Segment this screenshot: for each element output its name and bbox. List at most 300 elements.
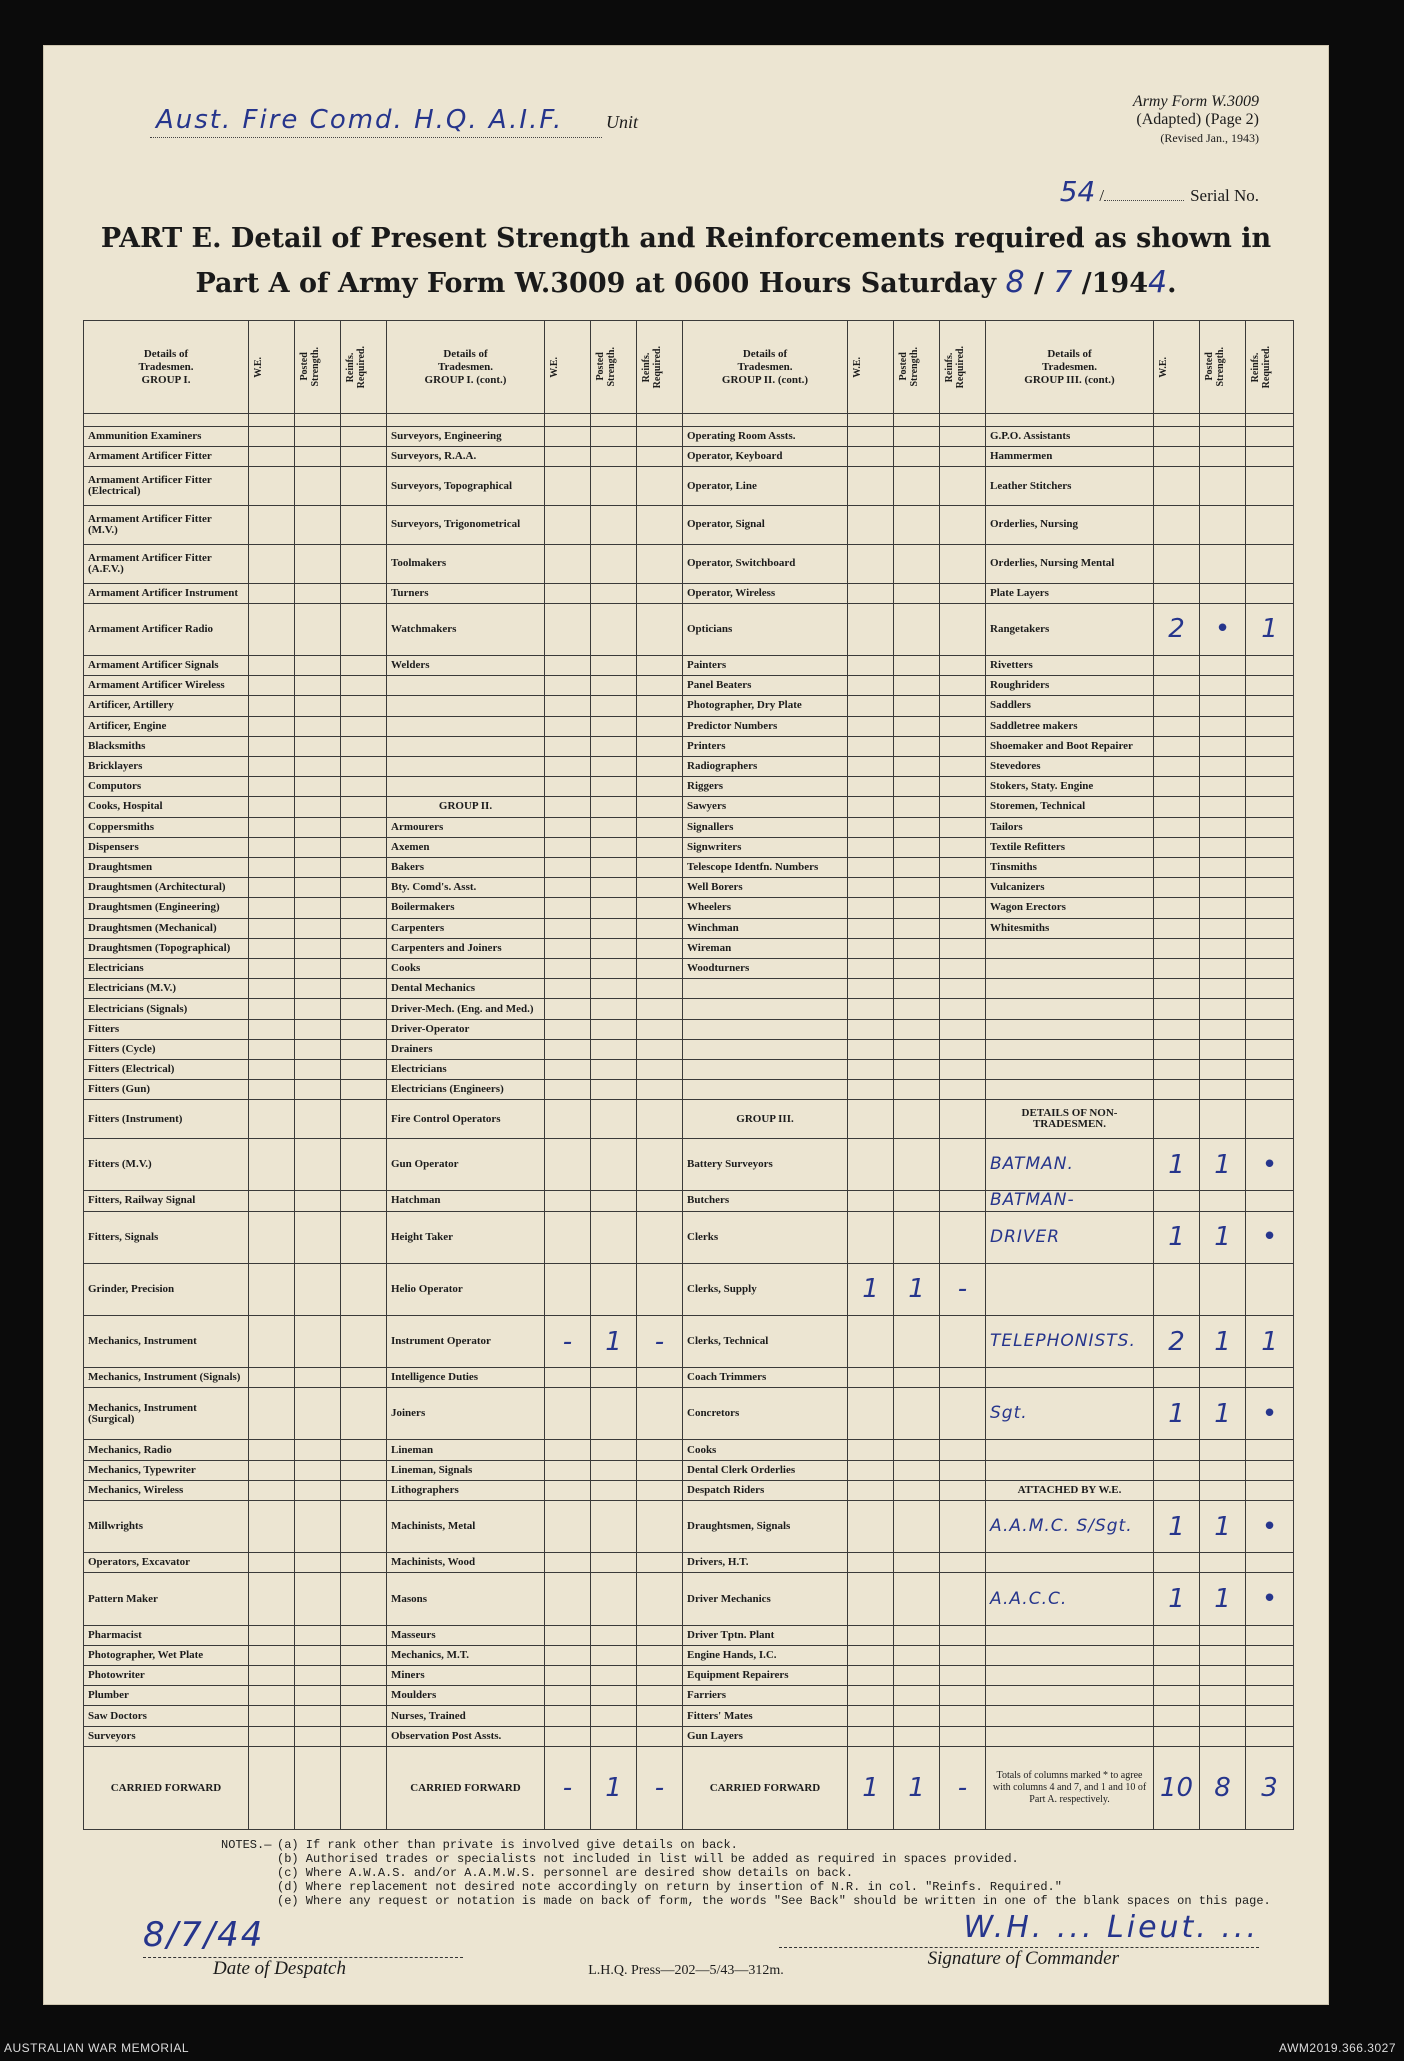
trade-label: Painters [683,655,848,675]
cell-we [545,676,591,696]
trade-label: Fitters, Signals [84,1211,249,1263]
cell-posted [295,1060,341,1080]
cell-reinfs [637,898,683,918]
cell-posted [894,544,940,583]
trade-label: Draughtsmen (Engineering) [84,898,249,918]
cell-we [545,583,591,603]
cell-we [249,676,295,696]
cell-posted [894,736,940,756]
trade-label: Leather Stitchers [986,467,1154,506]
cell-reinfs [341,1440,387,1460]
cell-posted [591,1060,637,1080]
cell-posted [295,1666,341,1686]
cell-posted [591,427,637,447]
cell-reinfs [940,655,986,675]
cell-posted [591,918,637,938]
cell-we [1154,544,1200,583]
cell-we [545,1263,591,1315]
cell-posted [894,1573,940,1625]
cell-reinfs [940,1706,986,1726]
cell-posted [1200,1019,1246,1039]
cell-reinfs [637,1080,683,1100]
table-row [84,1573,1294,1625]
cell-posted [894,1019,940,1039]
cell-reinfs [940,736,986,756]
note-e: (e) Where any request or notation is made on back of form, the words "See Back" should be written in one of the blank spaces on this page. [277,1894,1271,1908]
trade-label: Mechanics, Instrument [84,1315,249,1367]
trade-label: Opticians [683,603,848,655]
cell-posted [894,1645,940,1665]
cell-we [848,544,894,583]
cell-we [1154,878,1200,898]
cell-reinfs [1246,1726,1294,1746]
cell-reinfs [341,756,387,776]
col-head-reinfs: Reinfs. Required. [637,321,683,414]
cell-reinfs [637,1480,683,1500]
trade-label: Dental Mechanics [387,979,545,999]
cell-we [1154,1080,1200,1100]
cell-reinfs [1246,1060,1294,1080]
trade-label: Operating Room Assts. [683,427,848,447]
trade-label [986,1625,1154,1645]
trade-label: Masseurs [387,1625,545,1645]
cell-reinfs [1246,506,1294,545]
trade-label: Riggers [683,777,848,797]
cell-posted [894,777,940,797]
cell-we [1154,1666,1200,1686]
cell-posted [1200,544,1246,583]
trade-label: Armament Artificer Fitter (M.V.) [84,506,249,545]
trade-label: Cooks [387,959,545,979]
table-row [84,918,1294,938]
cell-posted [295,1100,341,1139]
col-head-group-1: Details of Tradesmen. GROUP I. [84,321,249,414]
table-row [84,506,1294,545]
cell-we [1154,918,1200,938]
form-number: Army Form W.3009 [1132,93,1259,110]
note-a: (a) If rank other than private is involved give details on back. [277,1838,738,1852]
cell-reinfs: - [940,1263,986,1315]
cell-posted [591,544,637,583]
cell-reinfs [341,1019,387,1039]
cell-reinfs [940,999,986,1019]
cell-posted [295,1706,341,1726]
cell-we [1154,817,1200,837]
trade-label: Nurses, Trained [387,1706,545,1726]
cell-reinfs [940,603,986,655]
trade-label [387,736,545,756]
cell-posted [295,736,341,756]
cell-reinfs [341,777,387,797]
table-row [84,756,1294,776]
cell-reinfs [1246,1440,1294,1460]
cell-reinfs [1246,1100,1294,1139]
trade-label: Armourers [387,817,545,837]
trade-label [986,1060,1154,1080]
cell-reinfs [341,544,387,583]
cell-posted [894,1666,940,1686]
cell-we [848,736,894,756]
trade-label: Fitters (Cycle) [84,1039,249,1059]
cell-posted [591,467,637,506]
cell-we [1154,1625,1200,1645]
cell-we: 1 [1154,1139,1200,1191]
cell-reinfs [637,1263,683,1315]
cell-we [249,999,295,1019]
cell-we [1154,655,1200,675]
cell-we [1154,1726,1200,1746]
cell-posted [1200,797,1246,817]
trade-label [986,999,1154,1019]
trade-label: Watchmakers [387,603,545,655]
cell-we [545,1019,591,1039]
col-head-group-3-cont: Details of Tradesmen. GROUP III. (cont.) [986,321,1154,414]
cell-we: 1 [848,1263,894,1315]
cell-we [545,1645,591,1665]
cell-posted [894,1686,940,1706]
cell-we [249,1645,295,1665]
trade-label: Armament Artificer Fitter (Electrical) [84,467,249,506]
trade-label: Millwrights [84,1501,249,1553]
cell-reinfs [341,999,387,1019]
trade-label: Clerks, Supply [683,1263,848,1315]
cell-we [545,1706,591,1726]
cell-posted [1200,918,1246,938]
cell-we [545,837,591,857]
col-head-posted: Posted Strength. [1200,321,1246,414]
cell-posted [1200,1726,1246,1746]
trade-label: Surveyors [84,1726,249,1746]
cell-we [848,1100,894,1139]
cell-we [545,1573,591,1625]
col-head-we: W.E. [848,321,894,414]
cell-reinfs [1246,544,1294,583]
cell-reinfs [637,1019,683,1039]
trade-label [387,756,545,776]
cell-posted [1200,1480,1246,1500]
cell-posted [591,1573,637,1625]
trade-label: Mechanics, Instrument (Signals) [84,1368,249,1388]
cell-we [1154,797,1200,817]
cell-posted [894,1191,940,1211]
trade-label: Machinists, Metal [387,1501,545,1553]
cell-reinfs [1246,959,1294,979]
cell-we [1154,1060,1200,1080]
trade-label: Well Borers [683,878,848,898]
cell-we [848,857,894,877]
cell-posted [295,1039,341,1059]
cell-posted [295,1019,341,1039]
cell-we [249,1666,295,1686]
trade-label: Saddlers [986,696,1154,716]
cell-posted [894,1039,940,1059]
cell-posted [894,1553,940,1573]
table-row [84,1501,1294,1553]
cell-reinfs [940,506,986,545]
cell-reinfs [637,1440,683,1460]
cell-reinfs [637,1191,683,1211]
cell-we [249,1480,295,1500]
trade-label: Gun Operator [387,1139,545,1191]
cell-posted [1200,1666,1246,1686]
trade-label: TELEPHONISTS. [986,1315,1154,1367]
cell-reinfs [1246,676,1294,696]
cell-we [545,1039,591,1059]
notes-block [221,1838,1271,1908]
cell-posted [295,797,341,817]
cell-posted [591,817,637,837]
cell-we [848,1388,894,1440]
cell-we [848,1480,894,1500]
cell-posted [591,1440,637,1460]
cell-reinfs [1246,999,1294,1019]
trade-label [986,1263,1154,1315]
cell-we [848,918,894,938]
trade-label [683,1080,848,1100]
cell-posted [295,878,341,898]
cell-reinfs [637,1625,683,1645]
cell-reinfs [637,447,683,467]
trade-label: Armament Artificer Signals [84,655,249,675]
cell-posted: 1 [1200,1388,1246,1440]
cell-posted [1200,736,1246,756]
trade-label: Surveyors, Topographical [387,467,545,506]
cell-we [848,756,894,776]
cell-we [545,736,591,756]
trade-label [986,979,1154,999]
cell-we [249,1315,295,1367]
trade-label: Fitters (Instrument) [84,1100,249,1139]
title-year-digit: 4 [1148,265,1168,300]
cell-reinfs [637,1686,683,1706]
cell-reinfs [341,603,387,655]
cell-posted [295,1440,341,1460]
cell-we [1154,506,1200,545]
cell-we [848,1139,894,1191]
cell-reinfs [1246,878,1294,898]
cell-posted [1200,878,1246,898]
cell-reinfs [341,1553,387,1573]
cell-reinfs: • [1246,1211,1294,1263]
cell-posted [894,797,940,817]
cell-posted [1200,676,1246,696]
cell-we [545,938,591,958]
cell-we [249,837,295,857]
cell-we [848,1706,894,1726]
trade-label: Pharmacist [84,1625,249,1645]
trade-label: Miners [387,1666,545,1686]
cell-we [545,447,591,467]
cell-posted: 1 [591,1315,637,1367]
cell-we [545,1501,591,1553]
cell-reinfs [637,1039,683,1059]
cell-we [1154,979,1200,999]
cell-posted [295,1211,341,1263]
note-d: (d) Where replacement not desired note accordingly on return by insertion of N.R. in col. "Reinfs. Required." [277,1880,1062,1894]
cell-we [249,777,295,797]
cell-posted [295,857,341,877]
cell-we [848,1315,894,1367]
cell-posted [1200,999,1246,1019]
table-row [84,1645,1294,1665]
table-row [84,427,1294,447]
cell-reinfs: • [1246,1388,1294,1440]
trade-label: Computors [84,777,249,797]
cell-we [1154,837,1200,857]
trade-label: Draughtsmen (Architectural) [84,878,249,898]
cell-we: - [545,1315,591,1367]
cell-posted [295,1368,341,1388]
cell-posted [295,938,341,958]
cell-we [848,427,894,447]
trade-label: Woodturners [683,959,848,979]
cell-we [1154,467,1200,506]
cell-we: 1 [1154,1388,1200,1440]
title-month: 7 [1053,265,1073,300]
cell-posted [295,1573,341,1625]
cell-we [249,447,295,467]
cell-reinfs [637,1060,683,1080]
cell-reinfs [940,1060,986,1080]
cell-reinfs [1246,1686,1294,1706]
cell-we [848,603,894,655]
printer-imprint: L.H.Q. Press—202—5/43—312m. [588,1963,784,1978]
cell-reinfs [341,1480,387,1500]
table-row [84,447,1294,467]
cell-we [249,1388,295,1440]
cell-reinfs [341,1460,387,1480]
cell-posted [1200,1263,1246,1315]
cell-posted [295,999,341,1019]
cell-reinfs [637,1368,683,1388]
cell-posted [295,1080,341,1100]
cell-reinfs [940,1139,986,1191]
cell-we [249,1139,295,1191]
cell-we: 2 [1154,1315,1200,1367]
col-head-posted: Posted Strength. [894,321,940,414]
cell-reinfs [940,696,986,716]
cell-we: 2 [1154,603,1200,655]
cell-we [249,898,295,918]
cell-reinfs [637,655,683,675]
trade-label: Draughtsmen [84,857,249,877]
trade-label: Stokers, Staty. Engine [986,777,1154,797]
cell-posted [295,467,341,506]
cell-posted [295,1726,341,1746]
cell-reinfs [637,857,683,877]
cell-reinfs [341,797,387,817]
trade-label: Armament Artificer Radio [84,603,249,655]
cell-we [1154,427,1200,447]
cell-reinfs [940,1019,986,1039]
trade-label: BATMAN- [986,1191,1154,1211]
cell-posted: 1 [1200,1211,1246,1263]
cell-posted [591,1686,637,1706]
cf-g2c-posted: 1 [894,1747,940,1830]
cell-reinfs [1246,1706,1294,1726]
cell-reinfs [1246,1191,1294,1211]
cell-we [848,1666,894,1686]
cell-we [545,817,591,837]
trade-label: Vulcanizers [986,878,1154,898]
cell-reinfs [341,1368,387,1388]
trade-label: Shoemaker and Boot Repairer [986,736,1154,756]
cell-we [545,1726,591,1746]
cell-reinfs [637,716,683,736]
trade-label: GROUP II. [387,797,545,817]
carried-forward-label: CARRIED FORWARD [683,1747,848,1830]
trade-label: Printers [683,736,848,756]
cf-total-reinfs: 3 [1246,1747,1294,1830]
trade-label: Mechanics, M.T. [387,1645,545,1665]
table-row [84,1440,1294,1460]
cf-g1c-we: - [545,1747,591,1830]
cell-we [848,676,894,696]
trade-label: Electricians (Signals) [84,999,249,1019]
cell-we [545,1388,591,1440]
trade-label [986,1368,1154,1388]
table-row [84,696,1294,716]
trade-label: Engine Hands, I.C. [683,1645,848,1665]
cell-we [848,898,894,918]
cell-posted [591,1191,637,1211]
trade-label: Electricians (Engineers) [387,1080,545,1100]
cell-we: 1 [1154,1211,1200,1263]
cell-reinfs [341,1100,387,1139]
cell-we [545,696,591,716]
trade-label: Tinsmiths [986,857,1154,877]
trade-label: Operator, Keyboard [683,447,848,467]
unit-label: Unit [606,112,639,132]
table-row [84,1480,1294,1500]
table-row [84,1060,1294,1080]
cell-reinfs [1246,777,1294,797]
cell-reinfs [1246,655,1294,675]
cell-posted [295,1645,341,1665]
cell-we [848,655,894,675]
cell-posted [894,898,940,918]
cell-we [545,1191,591,1211]
cell-reinfs [940,857,986,877]
cell-we [1154,716,1200,736]
cell-reinfs [1246,837,1294,857]
cell-posted: 1 [1200,1573,1246,1625]
cell-we [1154,1019,1200,1039]
signature-label: Signature of Commander [927,1948,1119,1969]
trade-label: Roughriders [986,676,1154,696]
cell-posted [591,857,637,877]
cell-reinfs [940,1666,986,1686]
cell-posted [591,676,637,696]
cell-we [848,1191,894,1211]
cell-posted [591,1080,637,1100]
serial-label: Serial No. [1190,186,1259,205]
trade-label: Operator, Line [683,467,848,506]
table-row [84,938,1294,958]
cell-posted [591,506,637,545]
cell-we [249,506,295,545]
trade-label: Telescope Identfn. Numbers [683,857,848,877]
trade-label: Drainers [387,1039,545,1059]
trade-label: Storemen, Technical [986,797,1154,817]
cell-reinfs [1246,857,1294,877]
trade-label: Fitters' Mates [683,1706,848,1726]
cell-reinfs [341,655,387,675]
cell-posted [1200,427,1246,447]
cell-we [545,1440,591,1460]
trade-label: Orderlies, Nursing Mental [986,544,1154,583]
cell-we [1154,736,1200,756]
